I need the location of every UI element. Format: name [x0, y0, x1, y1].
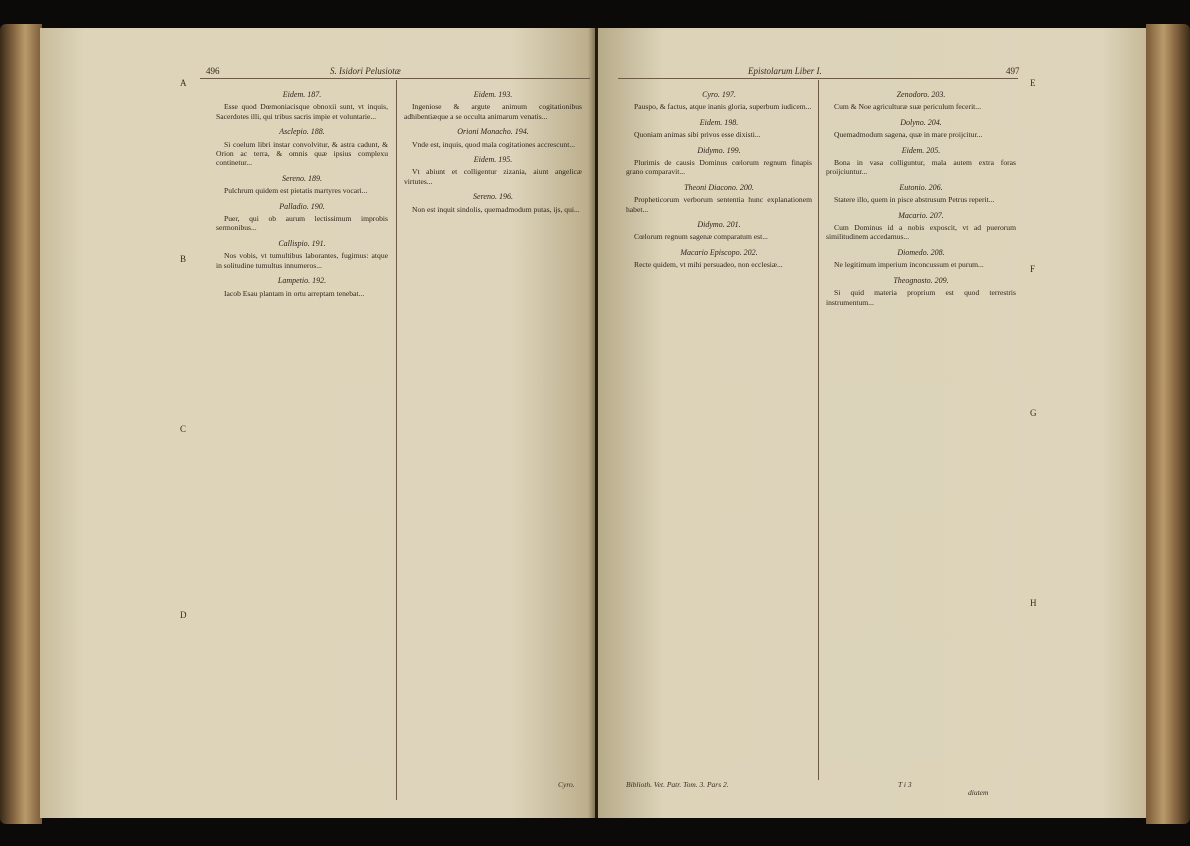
margin-letter: C [180, 424, 187, 434]
epistle-text: Vt abiunt et colligentur zizania, aiunt angelicæ virtutes... [404, 167, 582, 186]
margin-letter: H [1030, 598, 1037, 608]
epistle-text: Plurimis de causis Dominus cœlorum regnum finapis grano comparavit... [626, 158, 812, 177]
epistle-text: Cum Dominus id a nobis exposcit, vt ad puerorum similitudinem accedamus... [826, 223, 1016, 242]
margin-letter: A [180, 78, 187, 88]
signature-mark: T i 3 [898, 780, 912, 789]
epistle-text: Statere illo, quem in pisce abstrusum Petrus reperit... [834, 195, 995, 205]
catchword: diutem [968, 788, 989, 797]
margin-letter: G [1030, 408, 1037, 418]
right-column-1 [626, 84, 812, 272]
epistle-heading: Theognosto. 209. [893, 275, 949, 285]
epistle-heading: Eidem. 193. [473, 90, 513, 99]
epistle-heading: Eutonio. 206. [899, 182, 943, 192]
margin-letter: F [1030, 264, 1036, 274]
left-page-edge [0, 24, 42, 824]
epistle-text: Propheticorum verborum sententia hunc explanationem habet... [626, 195, 812, 214]
margin-letter: D [180, 610, 187, 620]
epistle-text: Pauspo, & factus, atque inanis gloria, superbum iudicem... [634, 102, 812, 112]
epistle-text: Quemadmodum sagena, quæ in mare proijcitur... [834, 130, 983, 140]
epistle-heading: Callispio. 191. [278, 238, 326, 248]
epistle-text: Nos vobis, vt tumultibus laborantes, fugimus: atque in solitudine tumultus innumeros... [216, 251, 388, 270]
catchword: Cyro. [558, 780, 575, 789]
running-head: S. Isidori Pelusiotæ [330, 66, 401, 76]
epistle-text: Cum & Noe agriculturæ suæ periculum fecerit... [834, 102, 981, 112]
left-column-1 [216, 84, 388, 300]
epistle-text: Si quid materia proprium est quod terrestris instrumentum... [826, 288, 1016, 307]
right-page-edge [1146, 24, 1190, 824]
page-number: 496 [206, 66, 220, 76]
epistle-heading: Eidem. 195. [473, 155, 513, 165]
page-number: 497 [1006, 66, 1020, 76]
epistle-heading: Eidem. 187. [282, 90, 322, 99]
epistle-heading: Diomedo. 208. [897, 247, 945, 257]
left-column-2 [404, 84, 582, 216]
right-page [598, 28, 1146, 818]
epistle-text: Si coelum libri instar convolvitur, & astra cadunt, & Orion ac terra, & omnis quæ ipsius complexu continetur... [216, 139, 388, 168]
margin-letter: E [1030, 78, 1036, 88]
epistle-text: Pulchrum quidem est pietatis martyres vocari... [224, 186, 368, 196]
epistle-text: Puer, qui ob aurum lectissimum improbis sermonibus... [216, 214, 388, 233]
epistle-heading: Sereno. 196. [473, 192, 513, 202]
epistle-text: Ne legitimum imperium inconcussum et purum... [834, 260, 984, 270]
epistle-heading: Eidem. 198. [699, 117, 739, 127]
left-page [40, 28, 595, 818]
footer-imprint: Biblioth. Vet. Patr. Tom. 3. Pars 2. [626, 780, 729, 789]
epistle-heading: Zenodoro. 203. [896, 90, 946, 99]
epistle-text: Non est inquit sindolis, quemadmodum putas, ijs, qui... [412, 204, 580, 214]
column-divider [818, 80, 819, 780]
epistle-text: Vnde est, inquis, quod mala cogitationes accrescunt... [412, 139, 576, 149]
epistle-heading: Lampetio. 192. [277, 276, 327, 286]
epistle-heading: Asclepio. 188. [279, 127, 325, 137]
epistle-heading: Eidem. 205. [901, 145, 941, 155]
epistle-text: Cœlorum regnum sagenæ comparatum est... [634, 232, 768, 242]
header-rule [618, 78, 1018, 79]
right-column-2 [826, 84, 1016, 309]
epistle-heading: Orioni Monacho. 194. [457, 127, 529, 137]
epistle-text: Iacob Esau plantam in ortu arreptam tenebat... [224, 288, 365, 298]
margin-letter: B [180, 254, 187, 264]
epistle-text: Recte quidem, vt mihi persuadeo, non ecclesiæ... [634, 260, 783, 270]
epistle-heading: Theoni Diacono. 200. [684, 182, 754, 192]
epistle-heading: Dolyno. 204. [900, 117, 942, 127]
epistle-heading: Macario Episcopo. 202. [680, 247, 758, 257]
epistle-text: Esse quod Dœmoniacisque obnoxii sunt, vt inquis, Sacerdotes illi, qui tribus sacris impie et voluntarie... [216, 102, 388, 121]
header-rule [200, 78, 590, 79]
epistle-heading: Palladio. 190. [279, 201, 325, 211]
epistle-heading: Macario. 207. [898, 210, 944, 220]
epistle-text: Ingeniose & argute animum cogitationibus adhibentiæque a se occulta animarum venatis... [404, 102, 582, 121]
epistle-text: Quoniam animas sibi privos esse dixisti... [634, 130, 761, 140]
column-divider [396, 80, 397, 800]
epistle-heading: Didymo. 199. [697, 145, 741, 155]
epistle-heading: Sereno. 189. [282, 173, 322, 183]
running-head: Epistolarum Liber I. [748, 66, 822, 76]
epistle-text: Bona in vasa colliguntur, mala autem extra foras proijciuntur... [826, 158, 1016, 177]
epistle-heading: Cyro. 197. [702, 90, 736, 99]
epistle-heading: Didymo. 201. [697, 220, 741, 230]
